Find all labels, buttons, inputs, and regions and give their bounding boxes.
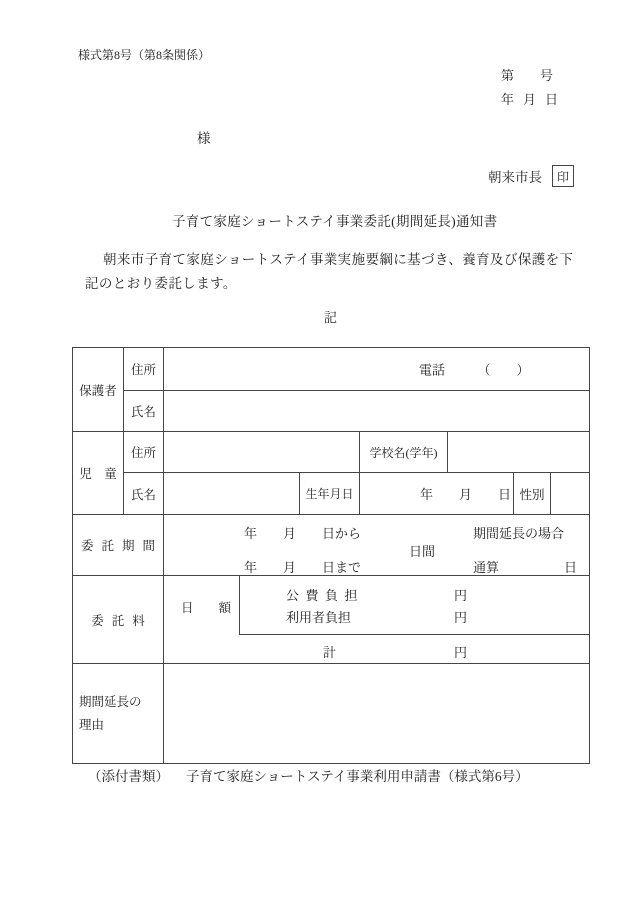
body-paragraph: 朝来市子育て家庭ショートステイ事業実施要綱に基づき、養育及び保護を下記のとおり委託します。 bbox=[85, 252, 574, 291]
date-line bbox=[501, 89, 558, 108]
extension-reason-field bbox=[164, 664, 590, 764]
extension-reason-label-line2: 理由 bbox=[79, 717, 105, 732]
document-number-suffix: 号 bbox=[539, 68, 553, 83]
document-title: 子育て家庭ショートステイ事業委託(期間延長)通知書 bbox=[172, 214, 498, 229]
child-section-label: 児 童 bbox=[73, 432, 124, 515]
extension-reason-label-line1: 期間延長の bbox=[79, 694, 142, 709]
child-address-label: 住所 bbox=[124, 432, 164, 473]
extension-reason-label-cell bbox=[73, 664, 164, 764]
period-days-unit: 日間 bbox=[409, 544, 436, 559]
birthdate-label: 生年月日 bbox=[300, 473, 360, 515]
fee-field bbox=[164, 576, 590, 664]
fee-section-label: 委託料 bbox=[73, 576, 164, 664]
gender-label: 性別 bbox=[514, 473, 551, 515]
ki-marker: 記 bbox=[324, 310, 338, 325]
date-month-label: 月 bbox=[522, 92, 536, 107]
public-expense-label: 公費負担 bbox=[286, 588, 365, 603]
daily-amount-label: 日 額 bbox=[181, 601, 232, 615]
attachment-note-gap bbox=[169, 765, 186, 785]
user-charge-yen-unit: 円 bbox=[454, 610, 468, 625]
attachment-note-text: 子育て家庭ショートステイ事業利用申請書（様式第6号） bbox=[186, 769, 529, 784]
consignment-table bbox=[72, 347, 590, 764]
document-number bbox=[501, 65, 553, 84]
table-row bbox=[73, 348, 590, 391]
guardian-address-field bbox=[164, 348, 590, 391]
guardian-name-field bbox=[164, 391, 590, 432]
table-row bbox=[73, 473, 590, 515]
public-expense-yen-unit: 円 bbox=[454, 588, 468, 603]
table-row bbox=[73, 391, 590, 432]
guardian-phone-line: 電話 （ ） bbox=[419, 362, 530, 378]
school-name-field bbox=[448, 432, 590, 473]
fee-total-yen-unit: 円 bbox=[454, 645, 468, 660]
period-section-label: 委託期間 bbox=[73, 515, 164, 576]
table-row bbox=[73, 515, 590, 576]
period-field bbox=[164, 515, 590, 576]
guardian-name-label: 氏名 bbox=[124, 391, 164, 432]
user-charge-label: 利用者負担 bbox=[286, 610, 352, 625]
seal-box bbox=[552, 165, 574, 187]
attachment-note bbox=[88, 765, 529, 785]
attachment-note-label: （添付書類） bbox=[88, 769, 169, 784]
gender-field bbox=[551, 473, 590, 515]
seal-stamp: 印 bbox=[556, 169, 569, 184]
birthdate-value: 年 月 日 bbox=[360, 473, 514, 515]
child-name-field bbox=[164, 473, 300, 515]
fee-inner-vertical-divider bbox=[239, 576, 240, 634]
child-name-label: 氏名 bbox=[124, 473, 164, 515]
date-day-label: 日 bbox=[544, 92, 558, 107]
form-number-label: 様式第8号（第8条関係） bbox=[78, 48, 211, 62]
fee-total-label: 計 bbox=[323, 645, 337, 660]
document-number-prefix: 第 bbox=[501, 68, 515, 83]
guardian-section-label: 保護者 bbox=[73, 348, 124, 432]
child-address-field bbox=[164, 432, 360, 473]
school-name-label: 学校名(学年) bbox=[360, 432, 448, 473]
guardian-address-label: 住所 bbox=[124, 348, 164, 391]
table-row bbox=[73, 576, 590, 664]
period-total-line: 通算 日 bbox=[473, 560, 578, 575]
date-year-label: 年 bbox=[501, 92, 515, 107]
table-row bbox=[73, 664, 590, 764]
fee-inner-horizontal-divider bbox=[239, 634, 589, 635]
period-extension-note: 期間延長の場合 bbox=[473, 526, 565, 541]
table-row bbox=[73, 432, 590, 473]
period-to-line: 年 月 日まで bbox=[244, 560, 362, 575]
addressee-suffix: 様 bbox=[197, 131, 211, 146]
mayor-signature: 朝来市長 bbox=[488, 170, 542, 185]
period-from-line: 年 月 日から bbox=[244, 526, 362, 541]
